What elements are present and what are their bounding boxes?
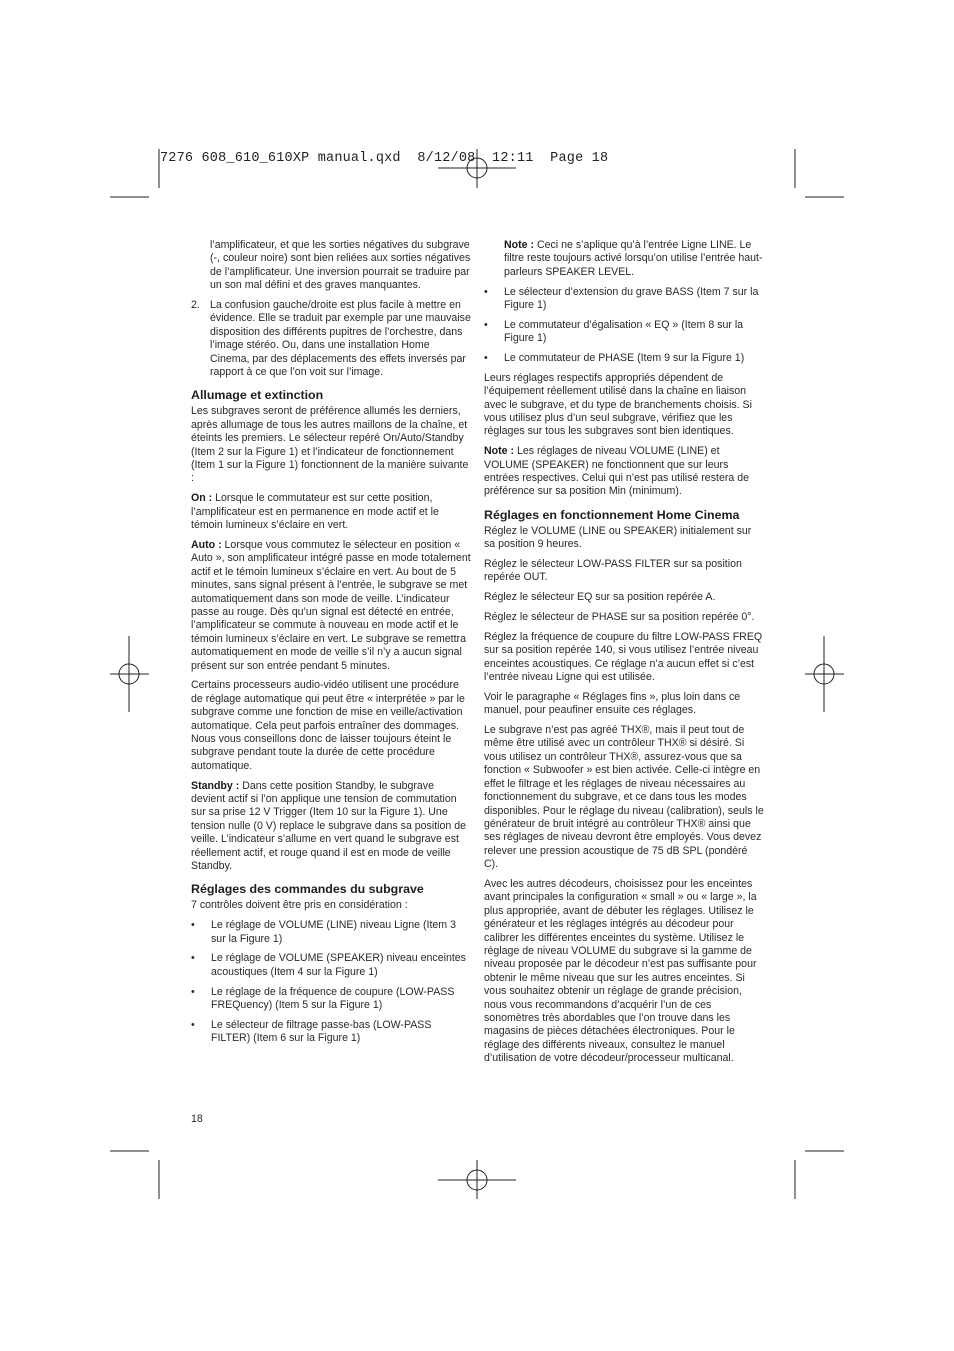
note-label: Note :	[484, 445, 515, 458]
continued-list-text: l’amplificateur, et que les sorties négatives du subgrave (-, couleur noire) sont bien reliées aux sorties négatives de l’amplificateur. Une inversion pourrait se traduire par un son mal défini et des graves manquantes.	[210, 239, 471, 292]
registration-mark-right	[805, 636, 844, 712]
registration-mark-bottom	[438, 1160, 516, 1199]
note-label: Note :	[504, 239, 535, 251]
controls-list-right	[484, 286, 764, 366]
list-item: • Le commutateur d’égalisation « EQ » (Item 8 sur la Figure 1)	[484, 318, 744, 345]
bullet-icon: •	[191, 952, 195, 965]
list-item: • Le réglage de la fréquence de coupure (LOW-PASS FREQuency) (Item 5 sur la Figure 1)	[191, 985, 455, 1012]
paragraph-decodeurs: Avec les autres décodeurs, choisissez pour les enceintes avant principales la configuration « small » ou « large », la plus appropriée, avant de débuter les réglages. Utilisez le générateur et les réglages intégrés au décodeur pour calibrer les différentes enceintes du système. Utilisez le réglage de niveau VOLUME du subgrave si la gamme de niveau proposée par le décodeur n’est pas suffisante pour obtenir le même niveau que sur les autres enceintes. Si vous souhaitez obtenir un réglage de grande précision, nous vous recommandons d’acquérir l’un de ces sonomètres très abordables que l’on trouve dans les magasins de pièces détachées électroniques. Pour le réglage des différents niveaux, consultez le manuel d’utilisation de votre décodeur/processeur multicanal.	[484, 877, 757, 1065]
paragraph-home-1: Réglez le VOLUME (LINE ou SPEAKER) initialement sur sa position 9 heures.	[484, 524, 752, 551]
registration-mark-top	[438, 149, 516, 188]
paragraph-home-3: Réglez le sélecteur EQ sur sa position repérée A.	[484, 591, 716, 604]
paragraph-allumage: Les subgraves seront de préférence allumés les derniers, après allumage de tous les autres maillons de la chaîne, et éteints les premiers. Le sélecteur repéré On/Auto/Standby (Item 2 sur la Figure 1) et l’indicateur de fonctionnement (Item 1 sur la Figure 1) fonctionnent de la manière suivante :	[191, 405, 469, 485]
paragraph-home-6: Voir le paragraphe « Réglages fins », plus loin dans ce manuel, pour peaufiner ensuite ces réglages.	[484, 690, 741, 717]
heading-home-cinema: Réglages en fonctionnement Home Cinema	[484, 507, 740, 522]
on-label: On :	[191, 492, 213, 505]
paragraph-home-4: Réglez le sélecteur de PHASE sur sa position repérée 0°.	[484, 611, 755, 624]
heading-allumage: Allumage et extinction	[191, 388, 324, 403]
bullet-icon: •	[484, 285, 488, 298]
controls-list-left	[191, 919, 471, 1045]
list-item: • Le sélecteur de filtrage passe-bas (LOW-PASS FILTER) (Item 6 sur la Figure 1)	[191, 1018, 432, 1045]
bullet-icon: •	[191, 919, 195, 932]
paragraph-auto	[191, 539, 471, 673]
right-column	[484, 239, 764, 1072]
item-text: La confusion gauche/droite est plus facile à mettre en évidence. Elle se traduit par exemple par une mauvaise disposition des différents pupitres de l’orchestre, dans l’image stéréo. Ou, dans une installation Home Cinema, par des déplacements des effets inversés par rapport à ce que l’on voit sur l’image.	[210, 299, 471, 379]
paragraph-on	[191, 492, 471, 532]
bullet-icon: •	[484, 318, 488, 331]
item-number: 2.	[191, 299, 200, 312]
paragraph-standby	[191, 780, 471, 874]
list-item: • Le commutateur de PHASE (Item 9 sur la Figure 1)	[484, 352, 745, 365]
list-item: • Le sélecteur d’extension du grave BASS (Item 7 sur la Figure 1)	[484, 285, 759, 312]
paragraph-leurs: Leurs réglages respectifs appropriés dépendent de l’équipement réellement utilisé dans la chaîne en liaison avec le subgrave, et du type de branchements choisis. Si vous utilisez plus d’un seul subgrave, vérifiez que les réglages sur tous les subgraves sont bien identiques.	[484, 371, 752, 438]
auto-label: Auto :	[191, 538, 222, 551]
bullet-icon: •	[191, 985, 195, 998]
note-text: Ceci ne s’aplique qu’à l’entrée Ligne LINE. Le filtre reste toujours activé lorsqu’on utilise l’entrée haut-parleurs SPEAKER LEVEL.	[504, 239, 763, 278]
note-text: Les réglages de niveau VOLUME (LINE) et VOLUME (SPEAKER) ne fonctionnent que sur leurs entrées respectives. Celui qui n’est pas utilisé restera de préférence sur sa position Min (minimum).	[484, 445, 749, 498]
paragraph-home-2: Réglez le sélecteur LOW-PASS FILTER sur sa position repérée OUT.	[484, 558, 742, 584]
left-column	[191, 239, 471, 1052]
registration-mark-left	[110, 636, 149, 712]
note-volume	[484, 445, 764, 499]
list-item: • Le réglage de VOLUME (SPEAKER) niveau enceintes acoustiques (Item 4 sur la Figure 1)	[191, 952, 466, 978]
paragraph-reglages: 7 contrôles doivent être pris en considération :	[191, 899, 408, 912]
bullet-icon: •	[484, 352, 488, 365]
list-item: • Le réglage de VOLUME (LINE) niveau Ligne (Item 3 sur la Figure 1)	[191, 919, 456, 945]
paragraph-processeurs: Certains processeurs audio-vidéo utilisent une procédure de réglage automatique qui peut être « interprétée » par le subgrave comme une fonction de mise en veille/activation automatique. Cela peut parfois entraîner des dommages. Nous vous conseillons donc de laisser toujours éteint le subgrave pendant toute la durée de cette procédure automatique.	[191, 679, 465, 772]
standby-text: Dans cette position Standby, le subgrave devient actif si l’on applique une tension de commutation sur sa prise 12 V Trigger (Item 10 sur la Figure 1). Une tension nulle (0 V) replace le subgrave dans sa position de veille. L’indicateur s’allume en vert quand le subgrave est réellement actif, et rouge quand il est en mode de veille Standby.	[191, 779, 467, 873]
on-text: Lorsque le commutateur est sur cette position, l’amplificateur est en permanence en mode actif et le témoin lumineux s’éclaire en vert.	[191, 492, 439, 532]
print-slug: 7276 608_610_610XP manual.qxd 8/12/08 12:11 Page 18	[160, 151, 609, 166]
paragraph-home-5: Réglez la fréquence de coupure du filtre LOW-PASS FREQ sur sa position repérée 140, si vous utilisez l’entrée niveau enceintes acoustiques. Ce réglage n’a aucun effet si c’est l’entrée niveau Ligne qui est utilisée.	[484, 630, 763, 684]
bullet-icon: •	[191, 1018, 195, 1031]
paragraph-thx: Le subgrave n’est pas agréé THX®, mais il peut tout de même être utilisé avec un contrôleur THX® si désiré. Si vous utilisez un contrôleur THX®, assurez-vous que sa fonction « Subwoofer » est bien activée. Celle-ci intègre en effet le filtrage et les réglages de niveau nécessaires au fonctionnement du subgrave, et ce dans tous les modes disponibles. Pour le réglage du niveau (calibration), seuls le générateur de bruit intégré au contrôleur THX® ainsi que ses réglages de niveau devront être employés. Vous devez relever une pression acoustique de 75 dB SPL (pondéré C).	[484, 724, 764, 871]
standby-label: Standby :	[191, 779, 240, 792]
heading-reglages: Réglages des commandes du subgrave	[191, 882, 424, 897]
page-number: 18	[191, 1113, 203, 1125]
numbered-item-2	[191, 299, 471, 379]
note-line-filter	[484, 239, 764, 279]
auto-text: Lorsque vous commutez le sélecteur en position « Auto », son amplificateur intégré passe en mode totalement actif et le témoin lumineux s’éclaire en vert. Au bout de 5 minutes, sans signal présent à l’entrée, le subgrave se met automatiquement dans son mode de veille. L’indicateur passe au rouge. Dès qu’un signal est détecté en entrée, l’amplificateur se commute à nouveau en mode actif et le témoin lumineux s’éclaire en vert. Le subgrave se remettra automatiquement en mode de veille s’il n’y a aucun signal présent sur son entrée pendant 5 minutes.	[191, 538, 471, 672]
